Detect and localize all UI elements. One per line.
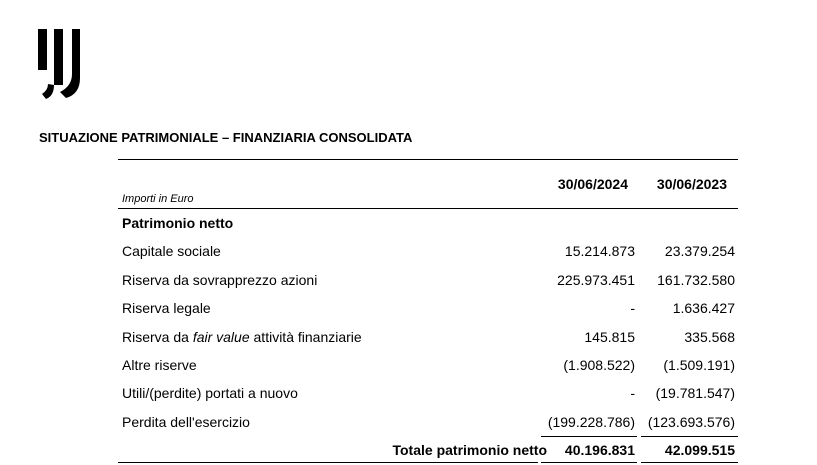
value-2024: - [630,300,635,316]
value-2023: 1.636.427 [672,300,735,316]
table-row [0,243,817,263]
value-2023: (123.693.576) [647,414,735,430]
value-2023: (19.781.547) [655,385,735,401]
subtotal-rule-2024 [541,436,637,437]
value-2023: 23.379.254 [664,243,735,259]
row-label: Utili/(perdite) portati a nuovo [122,385,298,401]
column-header-2023: 30/06/2023 [656,176,727,192]
document-title: SITUAZIONE PATRIMONIALE – FINANZIARIA CONSOLIDATA [39,130,413,145]
table-row [0,414,817,434]
row-label: Riserva legale [122,300,211,316]
total-row [0,442,817,462]
row-label-italic: fair value [192,329,250,345]
value-2023: 161.732.580 [657,272,735,288]
value-2024: (1.908.522) [563,357,635,373]
juventus-logo-icon [36,26,86,102]
units-note: Importi in Euro [122,193,194,205]
row-label [122,329,362,345]
table-row [0,357,817,377]
table-top-rule [118,159,738,160]
total-rule-2024 [541,462,637,463]
total-rule-2023 [641,462,738,463]
value-2024: 225.973.451 [557,272,635,288]
value-2023: 335.568 [684,329,735,345]
row-label: Riserva da sovrapprezzo azioni [122,272,318,288]
column-header-2024: 30/06/2024 [557,176,628,192]
section-title: Patrimonio netto [122,215,234,231]
total-label: Totale patrimonio netto [392,442,547,458]
table-row [0,385,817,405]
value-2024: 15.214.873 [564,243,635,259]
table-row [0,272,817,292]
row-label-suffix: attività finanziarie [249,329,362,345]
row-label: Capitale sociale [122,243,221,259]
total-left-rule [118,462,538,463]
value-2024: 145.815 [584,329,635,345]
total-value-2023: 42.099.515 [664,442,735,458]
value-2024: (199.228.786) [547,414,635,430]
table-row [0,329,817,349]
row-label-prefix: Riserva da [122,329,193,345]
value-2024: - [630,385,635,401]
subtotal-rule-2023 [641,436,738,437]
row-label: Perdita dell'esercizio [122,414,250,430]
table-row [0,300,817,320]
header-rule [118,208,738,209]
row-label: Altre riserve [122,357,197,373]
value-2023: (1.509.191) [663,357,735,373]
total-value-2024: 40.196.831 [564,442,635,458]
